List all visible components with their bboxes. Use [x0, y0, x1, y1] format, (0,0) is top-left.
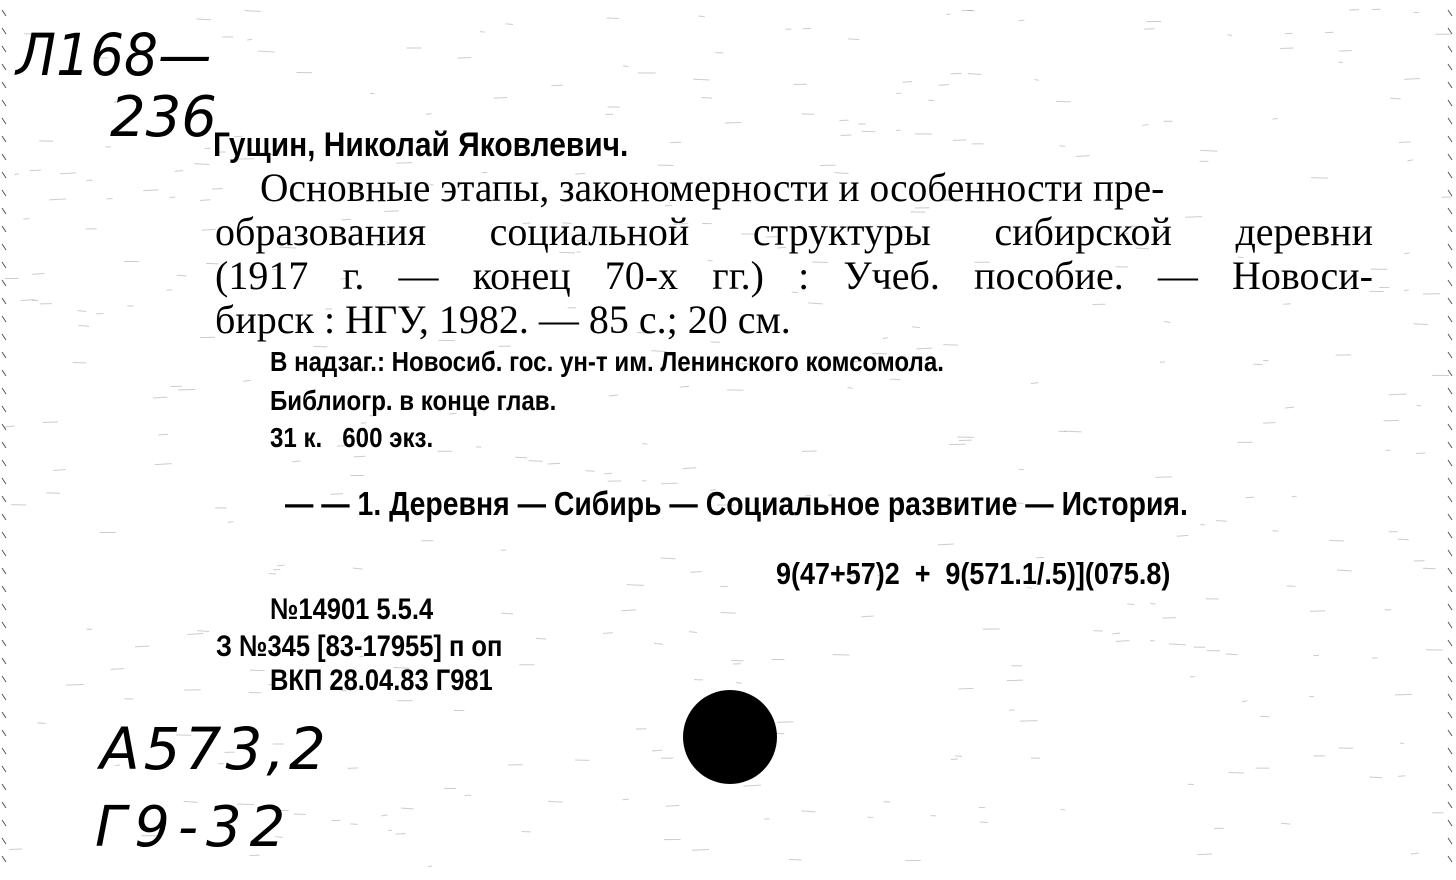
note-line-3: 31 к. 600 экз. — [270, 422, 434, 453]
shelfmark-bottom-line1: А573,2 — [100, 715, 330, 783]
tech-line-2: З №345 [83-17955] п оп — [216, 630, 503, 663]
note-line-2: Библиогр. в конце глав. — [270, 385, 557, 416]
title-line-3: (1917 г. — конец 70-х гг.) : Учеб. пособие. — Новоси- — [215, 253, 1373, 298]
card-punch-hole — [683, 690, 777, 784]
title-line-4: бирск : НГУ, 1982. — 85 с.; 20 см. — [215, 297, 791, 342]
title-line-1: Основные этапы, закономерности и особенности пре- — [260, 165, 1165, 210]
shelfmark-top-line1: Л168— — [16, 21, 212, 89]
classification-index: 9(47+57)2 + 9(571.1/.5)](075.8) — [776, 556, 1171, 591]
note-line-1: В надзаг.: Новосиб. гос. ун-т им. Ленинского комсомола. — [270, 346, 944, 377]
title-line-2: образования социальной структуры сибирской деревни — [215, 209, 1373, 254]
author-heading: Гущин, Николай Яковлевич. — [213, 126, 629, 164]
tech-line-1: №14901 5.5.4 — [270, 593, 434, 626]
tech-line-3: ВКП 28.04.83 Г981 — [270, 664, 493, 697]
shelfmark-bottom-line2: Г9-32 — [95, 795, 294, 860]
shelfmark-top-line2: 236 — [110, 85, 217, 150]
subject-heading: — — 1. Деревня — Сибирь — Социальное развитие — История. — [285, 485, 1188, 522]
